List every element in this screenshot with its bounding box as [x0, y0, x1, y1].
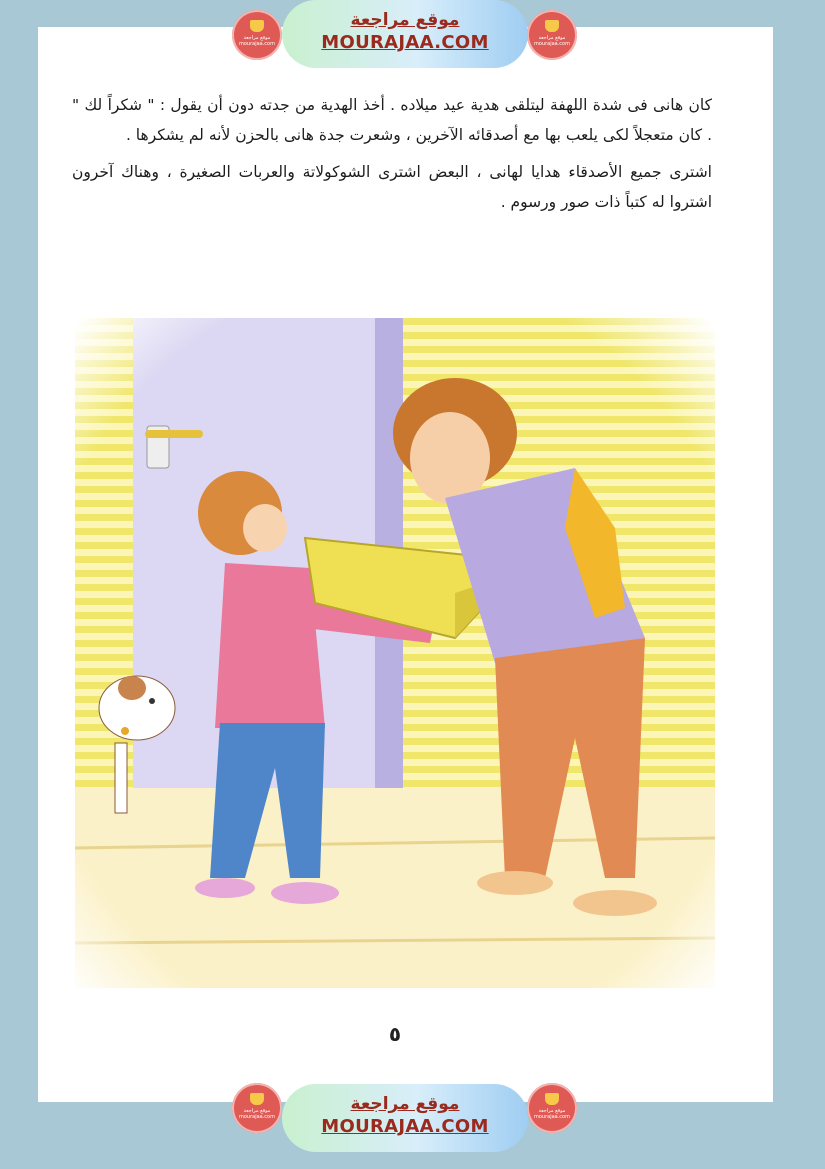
- site-logo-badge[interactable]: [527, 1083, 577, 1133]
- story-illustration: [75, 318, 715, 1008]
- footer-banner[interactable]: [282, 1084, 528, 1152]
- story-text: [72, 90, 712, 217]
- footer-site-name-en[interactable]: MOURAJAA.COM: [321, 1116, 489, 1137]
- header-site-name-en[interactable]: MOURAJAA.COM: [321, 32, 489, 53]
- cup-icon: [545, 20, 559, 32]
- page-number: ٥: [388, 1022, 402, 1046]
- header-site-name-ar[interactable]: موقع مراجعة: [350, 10, 460, 30]
- site-logo-badge[interactable]: [232, 1083, 282, 1133]
- site-logo-badge[interactable]: [527, 10, 577, 60]
- site-logo-badge[interactable]: [232, 10, 282, 60]
- badge-caption: موقع مراجعة mourajaa.com: [238, 35, 275, 47]
- story-paragraph-2: اشترى جميع الأصدقاء هدايا لهانى ، البعض اشترى الشوكولاتة والعربات الصغيرة ، وهناك آخرون اشتروا له كتباً ذات صور ورسوم .: [72, 163, 712, 211]
- cup-icon: [250, 20, 264, 32]
- badge-caption: موقع مراجعة mourajaa.com: [533, 35, 570, 47]
- story-paragraph-1: كان هانى فى شدة اللهفة ليتلقى هدية عيد ميلاده . أخذ الهدية من جدته دون أن يقول : " شكراً لك " . كان متعجلاً لكى يلعب بها مع أصدقائه الآخرين ، وشعرت جدة هانى بالحزن لأنه لم يشكرها .: [72, 96, 712, 144]
- header-banner[interactable]: [282, 0, 528, 68]
- cup-icon: [545, 1093, 559, 1105]
- badge-caption: موقع مراجعة mourajaa.com: [238, 1108, 275, 1120]
- cup-icon: [250, 1093, 264, 1105]
- badge-caption: موقع مراجعة mourajaa.com: [533, 1108, 570, 1120]
- footer-site-name-ar[interactable]: موقع مراجعة: [350, 1094, 460, 1114]
